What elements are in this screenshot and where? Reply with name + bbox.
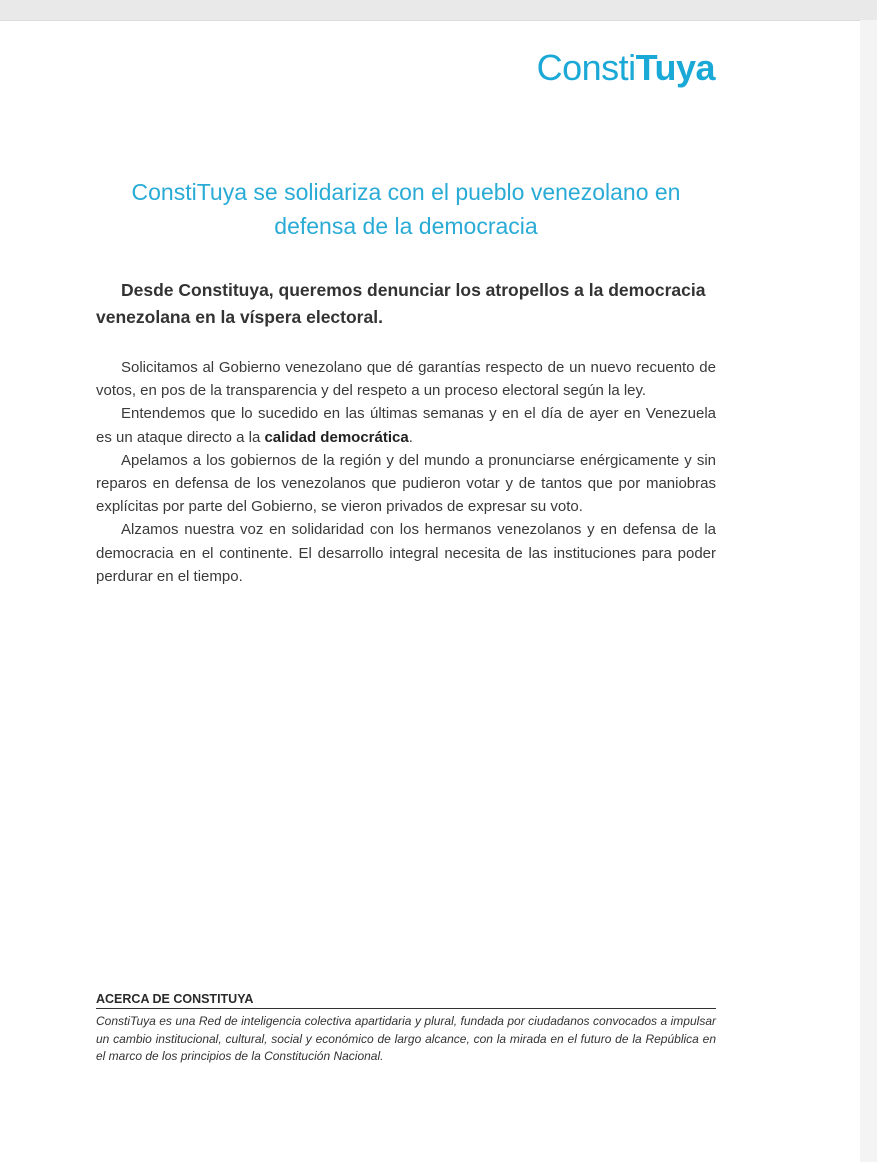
viewer-top-bar (0, 0, 877, 21)
about-text: ConstiTuya es una Red de inteligencia colectiva apartidaria y plural, fundada por ciudadanos convocados a impulsar un cambio institucional, cultural, social y económico de largo alcance, con la mirada en el futuro de la República en el marco de los principios de la Constitución Nacional. (96, 1014, 716, 1063)
viewer-right-edge (860, 20, 877, 1162)
paragraph-1: Solicitamos al Gobierno venezolano que dé garantías respecto de un nuevo recuento de votos, en pos de la transparencia y del respeto a un proceso electoral según la ley. (96, 359, 716, 400)
lead-paragraph: Desde Constituya, queremos denunciar los atropellos a la democracia venezolana en la víspera electoral. (96, 280, 706, 327)
logo-bold-part: Tuya (635, 47, 715, 88)
constituya-logo (537, 47, 715, 89)
paragraph-2 (96, 402, 716, 448)
paragraph-4: Alzamos nuestra voz en solidaridad con los hermanos venezolanos y en defensa de la democracia en el continente. El desarrollo integral necesita de las instituciones para poder perdurar en el tiempo. (96, 521, 716, 585)
paragraph-2-end: . (408, 428, 413, 446)
paragraph-2-text: Entendemos que lo sucedido en las últimas semanas y en el día de ayer en Venezuela es un ataque directo a la (96, 405, 716, 446)
paragraph-3: Apelamos a los gobiernos de la región y del mundo a pronunciarse enérgicamente y sin reparos en defensa de los venezolanos que pudieron votar y de tantos que por maniobras explícitas por parte del Gobierno, se vieron privados de expresar su voto. (96, 451, 716, 516)
about-heading: ACERCA DE CONSTITUYA (96, 992, 716, 1009)
body-text (96, 356, 716, 588)
document-page (0, 21, 860, 1162)
document-title: ConstiTuya se solidariza con el pueblo venezolano en defensa de la democracia (131, 179, 681, 239)
paragraph-2-emphasis: calidad democrática (264, 428, 409, 446)
logo-light-part: Consti (536, 47, 636, 88)
